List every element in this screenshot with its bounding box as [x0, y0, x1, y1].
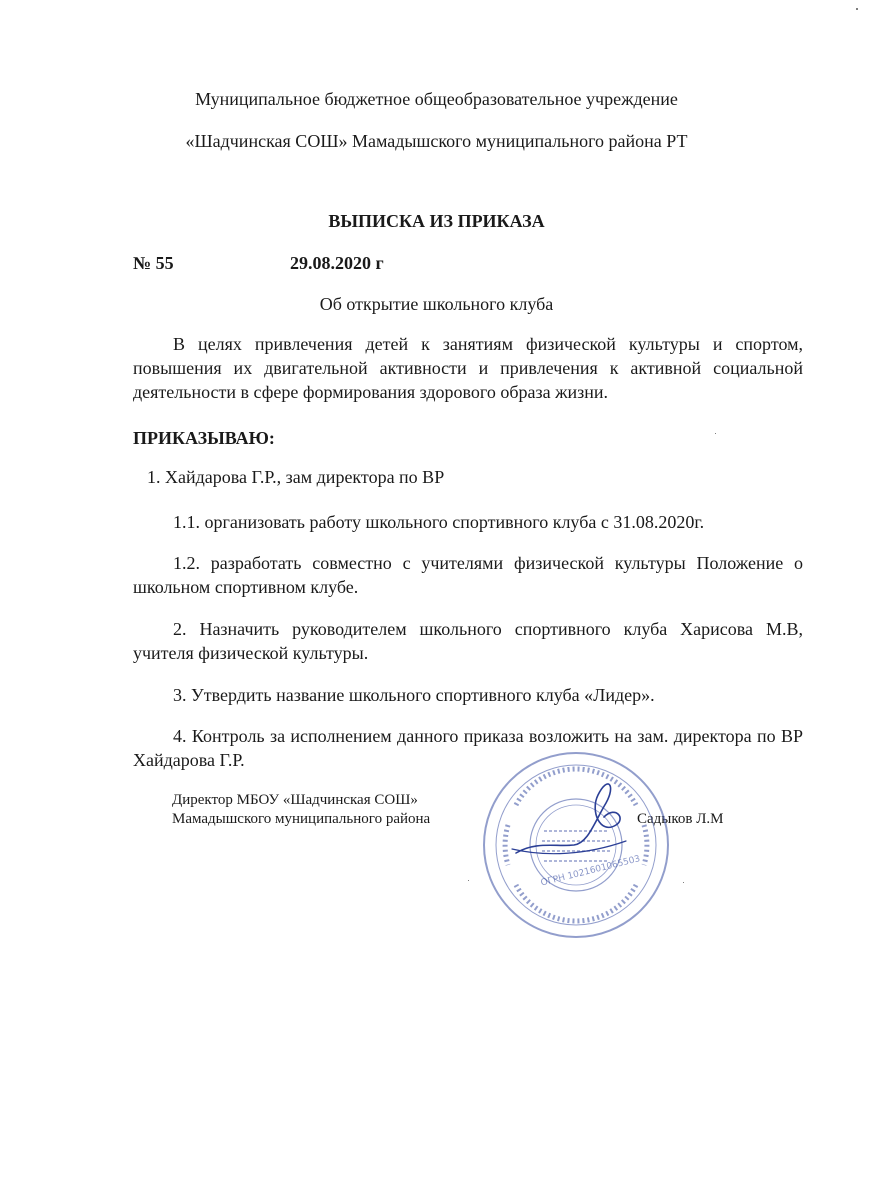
item-2: 2. Назначить руководителем школьного спортивного клуба Харисова М.В, учителя физической культуры.	[133, 619, 803, 663]
doc-title: ВЫПИСКА ИЗ ПРИКАЗА	[328, 211, 545, 231]
preamble-paragraph: В целях привлечения детей к занятиям физической культуры и спортом, повышения их двигательной активности и привлечения к активной социальной деятельности в сфере формирования здорового образа жизни.	[133, 334, 803, 402]
stamp-ogrn-text: ОГРН 1021601065503	[539, 854, 642, 889]
order-number: № 55	[133, 253, 174, 273]
item-1: 1. Хайдарова Г.Р., зам директора по ВР	[147, 467, 445, 487]
scan-speck	[683, 882, 684, 883]
order-date: 29.08.2020 г	[290, 253, 384, 273]
handwritten-signature	[516, 784, 620, 853]
header-line-2: «Шадчинская СОШ» Мамадышского муниципального района РТ	[185, 131, 688, 151]
item-1-2: 1.2. разработать совместно с учителями физической культуры Положение о школьном спортивном клубе.	[133, 553, 803, 597]
item-1-1: 1.1. организовать работу школьного спортивного клуба с 31.08.2020г.	[173, 512, 705, 532]
signature-position-line-1: Директор МБОУ «Шадчинская СОШ»	[172, 792, 418, 808]
item-3: 3. Утвердить название школьного спортивного клуба «Лидер».	[173, 685, 655, 705]
header-line-1: Муниципальное бюджетное общеобразовательное учреждение	[195, 89, 678, 109]
seal-stamp	[476, 745, 676, 945]
directive-heading: ПРИКАЗЫВАЮ:	[133, 428, 275, 448]
scan-speck	[715, 433, 716, 434]
order-subject: Об открытие школьного клуба	[319, 294, 554, 314]
signature-name: Садыков Л.М	[637, 811, 724, 827]
signature-position-line-2: Мамадышского муниципального района	[172, 811, 431, 827]
scan-speck	[856, 8, 858, 10]
item-4: 4. Контроль за исполнением данного приказа возложить на зам. директора по ВР Хайдарова Г.Р.	[133, 726, 803, 770]
scan-speck	[468, 880, 469, 881]
